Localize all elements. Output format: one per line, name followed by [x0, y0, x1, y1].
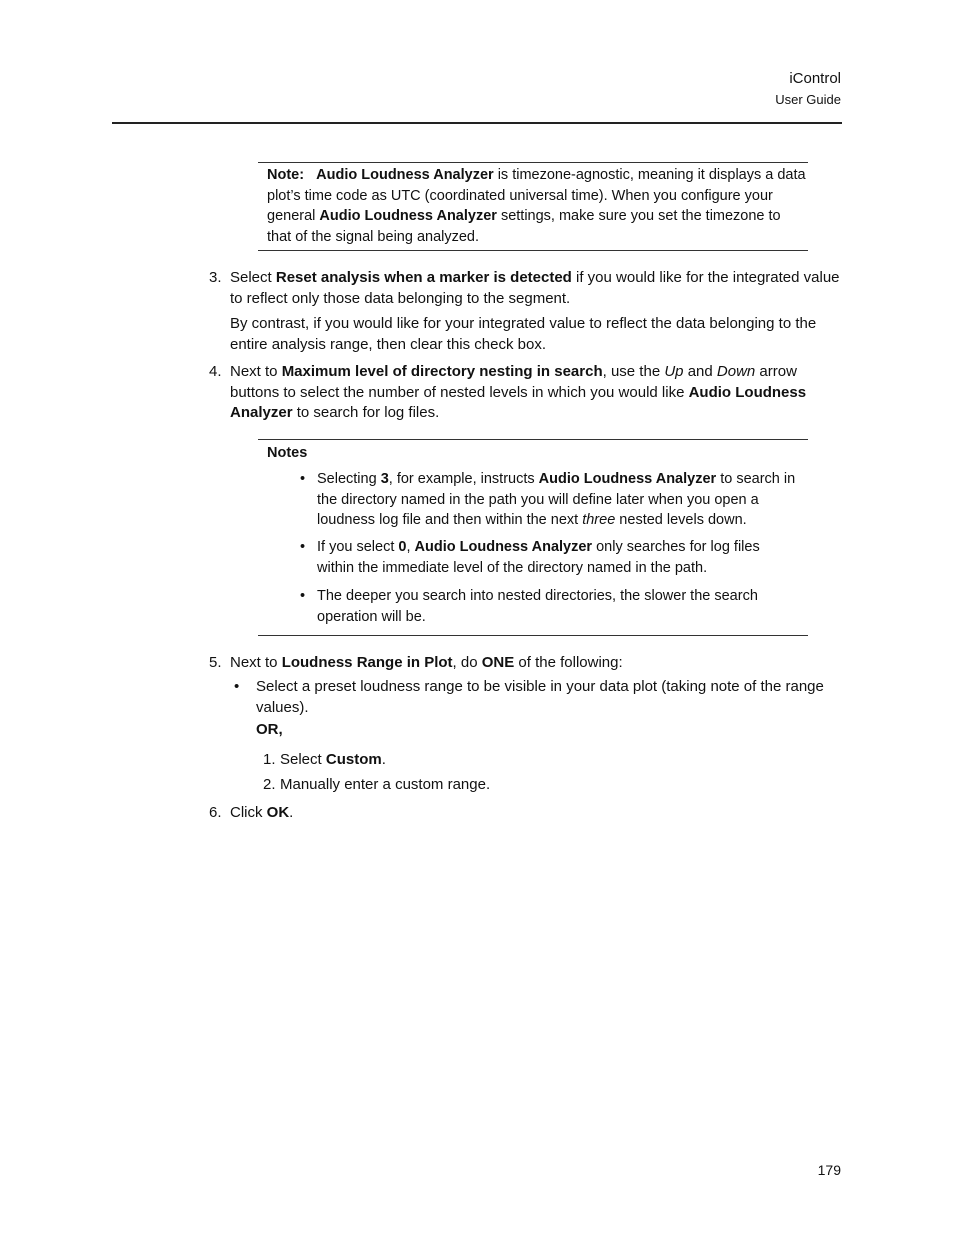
- note-text-2: settings, make sure you set the timezone to that of the signal being analyzed.: [267, 208, 781, 245]
- step-3-contrast: By contrast, if you would like for your integrated value to reflect the data belonging to the entire analysis range, then clear this check box.: [230, 315, 817, 353]
- step-5-option: Loudness Range in Plot: [281, 654, 453, 671]
- step-5-sub-1: Select Custom.: [280, 751, 386, 768]
- bullet-icon: •: [300, 471, 306, 487]
- step-4-option: Maximum level of directory nesting in search: [281, 363, 603, 380]
- header-subtitle: User Guide: [775, 92, 841, 107]
- step-5-text: Next to Loudness Range in Plot, do ONE of the following:: [230, 654, 623, 671]
- step-5-sub-2-number: 2.: [263, 776, 276, 793]
- note-text-1: is timezone-agnostic, meaning it displays a data plot’s time code as UTC (coordinated universal time). When you configure your general: [267, 167, 806, 224]
- page-number: 179: [817, 1162, 841, 1178]
- step-5-option-1: Select a preset loudness range to be visible in your data plot (taking note of the range values).: [256, 678, 824, 716]
- header-title: iControl: [789, 70, 841, 87]
- step-5-bullet-icon: •: [234, 678, 240, 695]
- note-box: [258, 162, 808, 251]
- notes-heading: Notes: [267, 445, 308, 461]
- notes-item-3: • The deeper you search into nested directories, the slower the search operation will be.: [300, 588, 758, 625]
- step-5-sub-1-number: 1.: [263, 751, 276, 768]
- notes-item-1: • Selecting 3, for example, instructs Audio Loudness Analyzer to search in the directory named in the path you will define later when you open a loudness log file and then within the next three nested levels down.: [300, 471, 796, 528]
- bullet-icon: •: [300, 539, 306, 555]
- step-5-sub-2: Manually enter a custom range.: [280, 776, 491, 793]
- bullet-icon: •: [300, 588, 306, 604]
- step-6-text: Click OK.: [230, 804, 294, 821]
- step-4-product: Audio Loudness Analyzer: [230, 383, 807, 421]
- step-5-number: 5.: [209, 654, 222, 671]
- note-label: Note:: [267, 167, 305, 183]
- notes-item-2: • If you select 0, Audio Loudness Analyzer only searches for log files within the immediate level of the directory named in the path.: [300, 539, 760, 576]
- step-6-number: 6.: [209, 804, 222, 821]
- header-rule: [112, 122, 842, 124]
- ok-label: OK: [266, 804, 290, 821]
- step-3-text: Select Reset analysis when a marker is detected if you would like for the integrated value to reflect only those data belonging to the segment.: [230, 269, 840, 307]
- note-product-2: Audio Loudness Analyzer: [319, 208, 497, 224]
- step-4-text: Next to Maximum level of directory nesting in search, use the Up and Down arrow buttons to select the number of nested levels in which you would like Audio Loudness Analyzer to search for log files.: [230, 363, 807, 421]
- step-5-or: OR,: [256, 721, 283, 738]
- step-3-option: Reset analysis when a marker is detected: [275, 269, 572, 286]
- step-4-number: 4.: [209, 363, 222, 380]
- note-product: Audio Loudness Analyzer: [316, 167, 494, 183]
- step-3-number: 3.: [209, 269, 222, 286]
